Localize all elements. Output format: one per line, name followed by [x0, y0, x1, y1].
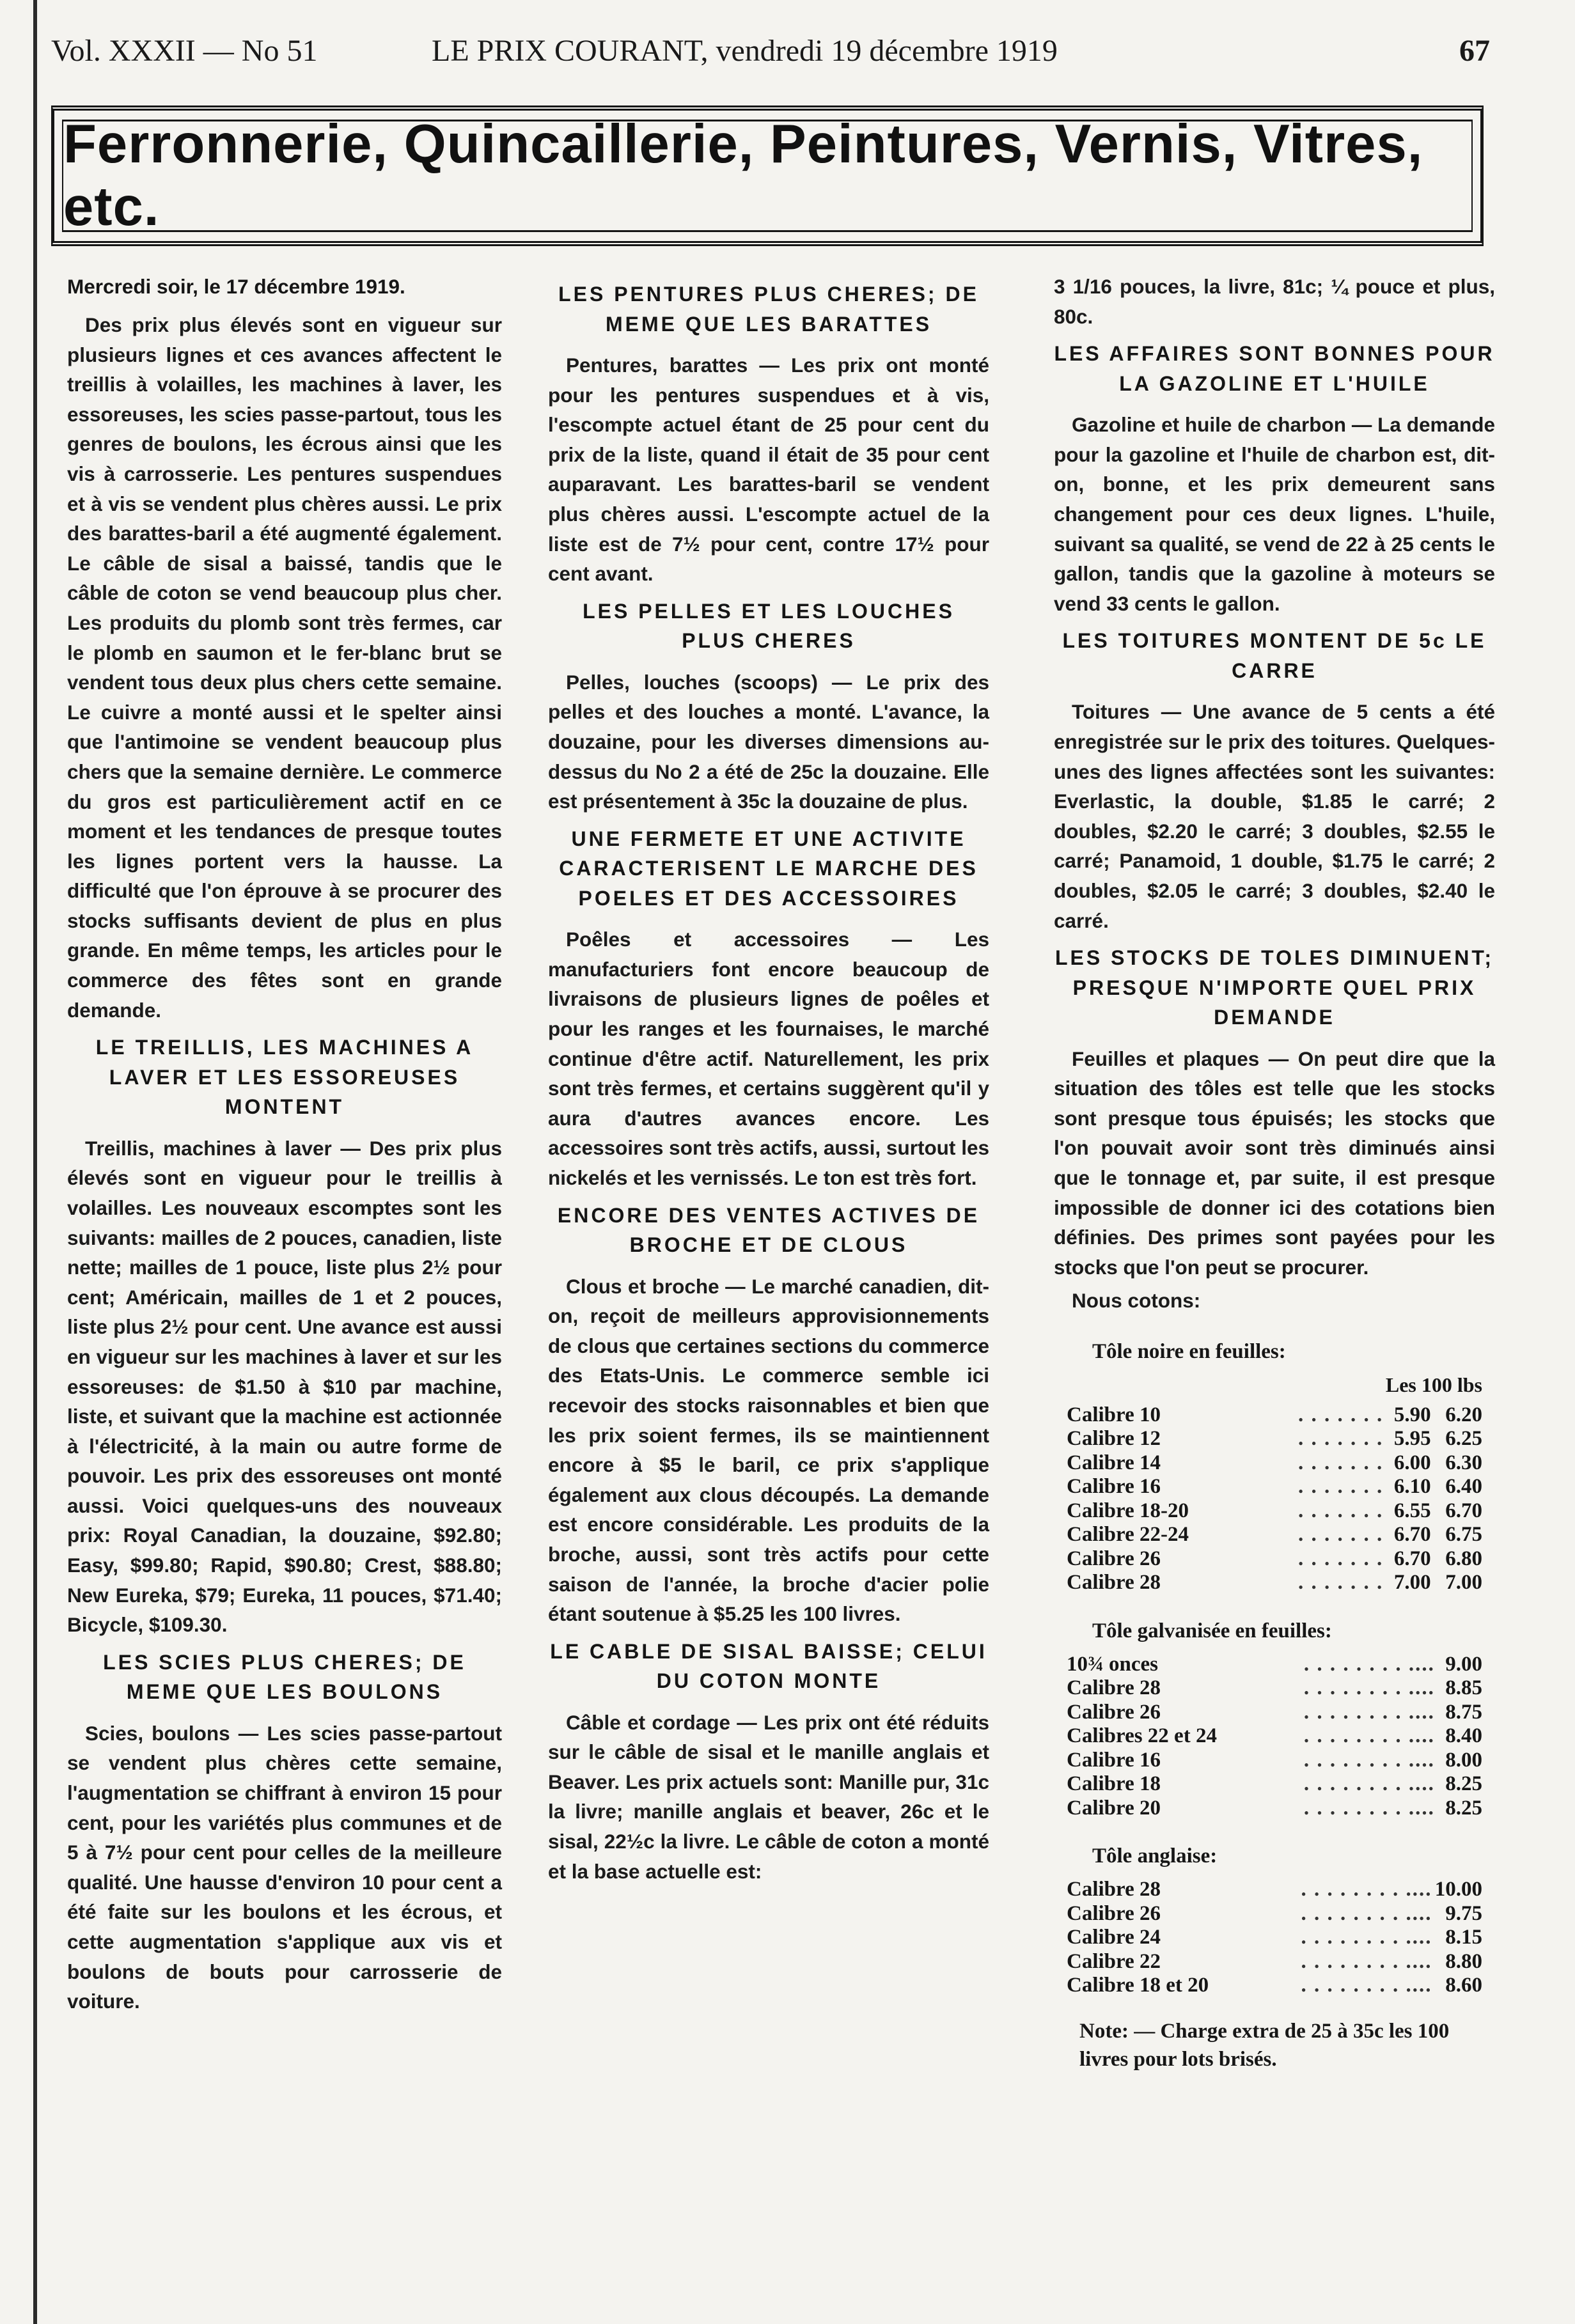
- row-label: 10¾ onces: [1067, 1652, 1158, 1676]
- table-row: [1054, 1499, 1495, 1524]
- column-1: [67, 272, 502, 2020]
- row-label: Calibre 12: [1067, 1427, 1161, 1451]
- price-min: 6.55: [1393, 1499, 1431, 1522]
- headline-toles: LES STOCKS DE TOLES DIMINUENT; PRESQUE N'IMPORTE QUEL PRIX DEMANDE: [1055, 946, 1494, 1029]
- price: 8.85: [1445, 1676, 1482, 1700]
- price-min: 6.70: [1393, 1523, 1431, 1547]
- row-label: Calibre 18-20: [1067, 1499, 1189, 1522]
- leader-dots: . . . . . . . . ....: [1303, 1652, 1435, 1676]
- leader-dots: . . . . . . .: [1298, 1475, 1384, 1499]
- price-table-tole-noire: [1054, 1403, 1495, 1595]
- leader-dots: . . . . . . . . ....: [1303, 1796, 1435, 1820]
- leader-dots: . . . . . . .: [1298, 1499, 1384, 1522]
- column-2: [548, 272, 989, 1890]
- headline-toitures: LES TOITURES MONTENT DE 5c LE CARRE: [1062, 629, 1487, 682]
- section-title: Ferronnerie, Quincaillerie, Peintures, Vernis, Vitres, etc.: [63, 114, 1423, 237]
- price-max: 6.70: [1445, 1499, 1482, 1522]
- price-table-tole-anglaise: [1054, 1878, 1495, 1998]
- table-title-tole-noire: Tôle noire en feuilles:: [1092, 1339, 1286, 1363]
- row-label: Calibre 28: [1067, 1571, 1161, 1595]
- price: 8.15: [1445, 1926, 1482, 1949]
- table-row: [1054, 1475, 1495, 1499]
- row-label: Calibres 22 et 24: [1067, 1724, 1217, 1748]
- paragraph-toles: Feuilles et plaques — On peut dire que la situation des tôles est telle que les stocks sont presque tous épuisés; les stocks que l'on pouvait avoir sont très diminués ainsi que le tonnage et, par suite, il est presque impossible de donner ici des cotations bien définies. Des primes sont payées pour les stocks que l'on peut se procurer.: [1054, 1047, 1495, 1279]
- headline-scies: LES SCIES PLUS CHERES; DE MEME QUE LES BOULONS: [103, 1650, 466, 1704]
- price: 8.00: [1445, 1748, 1482, 1772]
- table-row: [1054, 1772, 1495, 1797]
- table-row: [1054, 1523, 1495, 1547]
- table-row: [1054, 1451, 1495, 1476]
- price-min: 5.90: [1393, 1403, 1431, 1426]
- table-row: [1054, 1974, 1495, 1998]
- table-unit: Les 100 lbs: [1385, 1373, 1482, 1396]
- row-label: Calibre 16: [1067, 1748, 1161, 1772]
- price-min: 6.70: [1393, 1547, 1431, 1570]
- table-row: [1054, 1749, 1495, 1773]
- column-3: [1054, 272, 1495, 2073]
- leader-dots: . . . . . . .: [1298, 1523, 1384, 1547]
- price: 8.60: [1445, 1974, 1482, 1997]
- page-binding-edge: [33, 0, 37, 2324]
- table-title-tole-galvanisee: Tôle galvanisée en feuilles:: [1092, 1619, 1332, 1642]
- headline-cable: LE CABLE DE SISAL BAISSE; CELUI DU COTON MONTE: [550, 1639, 987, 1693]
- page-number: 67: [1459, 34, 1490, 68]
- price-max: 6.40: [1445, 1475, 1482, 1499]
- price-table-tole-galvanisee: [1054, 1653, 1495, 1821]
- leader-dots: . . . . . . . . ....: [1303, 1700, 1435, 1724]
- price: 10.00: [1434, 1878, 1482, 1901]
- paragraph-toitures: Toitures — Une avance de 5 cents a été enregistrée sur le prix des toitures. Quelques-unes des lignes affectées sont les suivantes: Everlastic, la double, $1.85 le carré; 2 doubles, $2.20 le carré; 3 doubles, $2.55 le carré; Panamoid, 1 double, $1.75 le carré; 2 doubles, $2.05 le carré; 3 doubles, $2.40 le carré.: [1054, 700, 1495, 932]
- table-row: [1054, 1701, 1495, 1725]
- table-row: [1054, 1902, 1495, 1926]
- table-row: [1054, 1950, 1495, 1974]
- paragraph-scies: Scies, boulons — Les scies passe-partout se vendent plus chères cette semaine, l'augmentation se chiffrant à environ 15 pour cent, pour les variétés plus communes et de 5 à 7½ pour cent pour celles de la meilleure qualité. Une hausse d'environ 10 pour cent a été faite sur les boulons et les écrous, et cette augmentation s'applique aux vis et boulons de bouts pour carrosserie de voiture.: [67, 1721, 502, 2013]
- price-note: Note: — Charge extra de 25 à 35c les 100 livres pour lots brisés.: [1079, 2019, 1450, 2071]
- row-label: Calibre 22-24: [1067, 1523, 1189, 1547]
- intro-paragraph: Des prix plus élevés sont en vigueur sur plusieurs lignes et ces avances affectent le treillis à volailles, les machines à laver, les essoreuses, les scies passe-partout, tous les genres de boulons, les écrous ainsi que les vis à carrosserie. Les pentures suspendues et à vis se vendent plus chères aussi. Le prix des barattes-baril a été augmenté également. Le câble de sisal a baissé, tandis que le câble de coton se vend beaucoup plus cher. Les produits du plomb sont très fermes, car le plomb en saumon et le fer-blanc brut se vendent tous deux plus chers cette semaine. Le cuivre a monté aussi et le spelter ainsi que l'antimoine se vendent beaucoup plus chers que la semaine dernière. Le commerce du gros est particulièrement actif en ce moment et les tendances de presque toutes les lignes portent vers la hausse. La difficulté que l'on éprouve à se procurer des stocks suffisants devient de plus en plus grande. En même temps, les articles pour le commerce des fêtes sont en grande demande.: [67, 313, 502, 1022]
- leader-dots: . . . . . . . . ....: [1301, 1926, 1432, 1949]
- price-max: 6.80: [1445, 1547, 1482, 1570]
- row-label: Calibre 28: [1067, 1676, 1161, 1700]
- price-max: 6.20: [1445, 1403, 1482, 1426]
- quote-intro: Nous cotons:: [1072, 1289, 1201, 1313]
- price: 9.75: [1445, 1901, 1482, 1925]
- table-title-tole-anglaise: Tôle anglaise:: [1092, 1844, 1218, 1868]
- table-row: [1054, 1724, 1495, 1749]
- row-label: Calibre 24: [1067, 1926, 1161, 1949]
- row-label: Calibre 26: [1067, 1901, 1161, 1925]
- leader-dots: . . . . . . . . ....: [1301, 1878, 1432, 1901]
- price-max: 6.25: [1445, 1427, 1482, 1451]
- table-row: [1054, 1571, 1495, 1595]
- row-label: Calibre 18 et 20: [1067, 1974, 1209, 1997]
- leader-dots: . . . . . . .: [1298, 1403, 1384, 1426]
- row-label: Calibre 10: [1067, 1403, 1161, 1426]
- paragraph-pentures: Pentures, barattes — Les prix ont monté pour les pentures suspendues et à vis, l'escompte actuel étant de 25 pour cent du prix de la liste, quand il était de 35 pour cent auparavant. Les barattes-baril se vendent plus chères aussi. L'escompte actuel de la liste est de 7½ pour cent, contre 17½ pour cent avant.: [548, 354, 989, 586]
- table-row: [1054, 1427, 1495, 1451]
- paragraph-cable: Câble et cordage — Les prix ont été réduits sur le câble de sisal et le manille anglais et Beaver. Les prix actuels sont: Manille pur, 31c la livre; manille anglais et beaver, 26c et le sisal, 22½c la livre. Le câble de coton a monté et la base actuelle est:: [548, 1710, 989, 1883]
- leader-dots: . . . . . . . . ....: [1301, 1974, 1432, 1997]
- leader-dots: . . . . . . .: [1298, 1547, 1384, 1570]
- price-max: 7.00: [1445, 1571, 1482, 1595]
- headline-pentures: LES PENTURES PLUS CHERES; DE MEME QUE LES BARATTES: [558, 283, 979, 336]
- leader-dots: . . . . . . . . ....: [1303, 1724, 1435, 1748]
- row-label: Calibre 26: [1067, 1700, 1161, 1724]
- table-row: [1054, 1926, 1495, 1950]
- row-label: Calibre 20: [1067, 1796, 1161, 1820]
- section-title-inner-frame: [62, 114, 1473, 237]
- publication-date: LE PRIX COURANT, vendredi 19 décembre 1919: [432, 34, 1058, 68]
- headline-clous: ENCORE DES VENTES ACTIVES DE BROCHE ET DE CLOUS: [557, 1203, 980, 1257]
- paragraph-pelles: Pelles, louches (scoops) — Le prix des pelles et des louches a monté. L'avance, la douzaine, pour les diverses dimensions au-dessus du No 2 a été de 25c la douzaine. Elle est présentement à 35c la douzaine de plus.: [548, 670, 989, 813]
- table-row: [1054, 1403, 1495, 1428]
- paragraph-treillis: Treillis, machines à laver — Des prix plus élevés sont en vigueur pour le treillis à volailles. Les nouveaux escomptes sont les suivants: mailles de 2 pouces, canadien, liste nette; mailles de 1 pouce, liste plus 2½ pour cent; Américain, mailles de 1 et 2 pouces, liste plus 2½ pour cent. Une avance est aussi en vigueur sur les machines à laver et sur les essoreuses: de $1.50 à $10 par machine, liste, et suivant que la machine est actionnée à l'électricité, à la main ou autre forme de pouvoir. Les prix des essoreuses ont monté aussi. Voici quelques-uns des nouveaux prix: Royal Canadian, la douzaine, $92.80; Easy, $99.80; Rapid, $90.80; Crest, $88.80; New Eureka, $79; Eureka, 11 pouces, $71.40; Bicycle, $109.30.: [67, 1136, 502, 1637]
- table-row: [1054, 1878, 1495, 1902]
- leader-dots: . . . . . . . . ....: [1301, 1949, 1432, 1973]
- price: 8.80: [1445, 1949, 1482, 1973]
- price: 8.25: [1445, 1772, 1482, 1796]
- volume-number: Vol. XXXII — No 51: [51, 34, 318, 68]
- leader-dots: . . . . . . .: [1298, 1451, 1384, 1474]
- price-max: 6.75: [1445, 1523, 1482, 1547]
- price: 8.75: [1445, 1700, 1482, 1724]
- table-row: [1054, 1547, 1495, 1571]
- headline-poeles: UNE FERMETE ET UNE ACTIVITE CARACTERISENT LE MARCHE DES POELES ET DES ACCESSOIRES: [559, 827, 978, 910]
- price-min: 5.95: [1393, 1427, 1431, 1451]
- price: 8.25: [1445, 1796, 1482, 1820]
- leader-dots: . . . . . . .: [1298, 1571, 1384, 1595]
- leader-dots: . . . . . . . . ....: [1303, 1676, 1435, 1700]
- row-label: Calibre 28: [1067, 1878, 1161, 1901]
- headline-treillis: LE TREILLIS, LES MACHINES A LAVER ET LES ESSOREUSES MONTENT: [95, 1036, 474, 1119]
- table-row: [1054, 1653, 1495, 1677]
- price-min: 6.00: [1393, 1451, 1431, 1474]
- leader-dots: . . . . . . . . ....: [1303, 1772, 1435, 1796]
- headline-pelles: LES PELLES ET LES LOUCHES PLUS CHERES: [583, 599, 955, 653]
- row-label: Calibre 18: [1067, 1772, 1161, 1796]
- row-label: Calibre 16: [1067, 1475, 1161, 1499]
- paragraph-poeles: Poêles et accessoires — Les manufacturiers font encore beaucoup de livraisons de plusieurs lignes de poêles et pour les ranges et les fournaises, le marché continue d'être actif. Naturellement, les prix sont très fermes, et certains suggèrent qu'il y aura d'autres avances encore. Les accessoires sont très actifs, aussi, surtout les nickelés et les vernissés. Le ton est très fort.: [548, 928, 989, 1189]
- row-label: Calibre 26: [1067, 1547, 1161, 1570]
- paragraph-gazoline: Gazoline et huile de charbon — La demande pour la gazoline et l'huile de charbon est, dit-on, bonne, et les prix demeurent sans changement pour ces deux lignes. L'huile, suivant sa qualité, se vend de 22 à 25 cents le gallon, tandis que la gazoline à moteurs se vend 33 cents le gallon.: [1054, 413, 1495, 615]
- price-min: 7.00: [1393, 1571, 1431, 1595]
- headline-gazoline: LES AFFAIRES SONT BONNES POUR LA GAZOLINE ET L'HUILE: [1054, 342, 1495, 395]
- paragraph-cable-continued: 3 1/16 pouces, la livre, 81c; ¼ pouce et plus, 80c.: [1054, 275, 1495, 328]
- price: 9.00: [1445, 1652, 1482, 1676]
- running-header: [51, 26, 1490, 77]
- paragraph-clous: Clous et broche — Le marché canadien, dit-on, reçoit de meilleurs approvisionnements de clous que certaines sections du commerce des Etats-Unis. Le commerce semble ici recevoir des stocks raisonnables et bien que les prix soient fermes, ils se maintiennent encore à $5 le baril, ce prix s'applique également aux clous découpés. La demande est encore considérable. Les produits de la broche, aussi, sont très actifs pour cette saison de l'année, la broche d'acier polie étant soutenue à $5.25 les 100 livres.: [548, 1274, 989, 1626]
- section-title-frame: [51, 105, 1484, 246]
- price: 8.40: [1445, 1724, 1482, 1748]
- table-row: [1054, 1797, 1495, 1821]
- row-label: Calibre 14: [1067, 1451, 1161, 1474]
- leader-dots: . . . . . . . . ....: [1303, 1748, 1435, 1772]
- leader-dots: . . . . . . . . ....: [1301, 1901, 1432, 1925]
- leader-dots: . . . . . . .: [1298, 1427, 1384, 1451]
- row-label: Calibre 22: [1067, 1949, 1161, 1973]
- report-date: Mercredi soir, le 17 décembre 1919.: [67, 275, 405, 298]
- table-row: [1054, 1676, 1495, 1701]
- price-min: 6.10: [1393, 1475, 1431, 1499]
- price-max: 6.30: [1445, 1451, 1482, 1474]
